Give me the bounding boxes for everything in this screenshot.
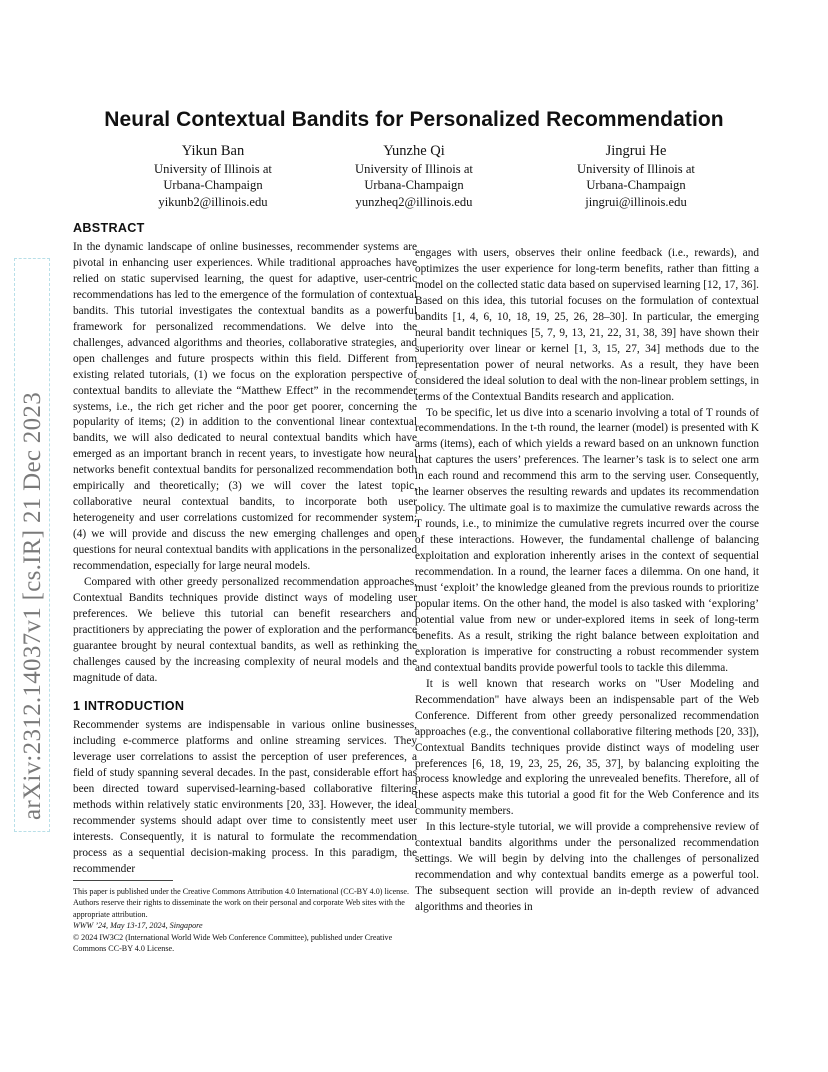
author-name: Yunzhe Qi — [383, 143, 445, 159]
abstract-heading: ABSTRACT — [73, 221, 145, 235]
license-note: This paper is published under the Creative Commons Attribution 4.0 International (CC-BY 4.0) license. Authors reserve their rights to disseminate the work on their personal and corporate Web sites with the appropriate attribution. — [73, 887, 409, 919]
body-paragraph: It is well known that research works on "User Modeling and Recommendation" have always been an indispensable part of the Web Conference. Different from other greedy personalized recommendation approaches (e.g., the conventional collaborative filtering methods [20, 33]), Contextual Bandits techniques provide distinct ways of modeling user preferences [6, 18, 19, 23, 25, 26, 35, 37], by balancing exploiting the process knowledge and exploring the unrevealed benefits. Therefore, all of these aspects make this tutorial a good fit for the Web Conference and its community members. — [415, 677, 759, 818]
author-affiliation: University of Illinois at — [577, 162, 695, 176]
abstract-paragraph: In the dynamic landscape of online businesses, recommender systems are pivotal in enhancing user experiences. While traditional approaches have relied on static supervised learning, the quest for adaptive, user-centric recommendations has led to the emergence of the formulation of contextual bandits. This tutorial investigates the contextual bandits as a powerful framework for personalized recommendations. We delve into the challenges, advanced algorithms and theories, collaborative strategies, and open challenges and future prospects within this field. Different from existing related tutorials, (1) we focus on the exploration perspective of contextual bandits to alleviate the “Matthew Effect” in the recommender systems, i.e., the rich get richer and the poor get poorer, concerning the popularity of items; (2) in addition to the conventional linear contextual bandits, we will also dedicated to neural contextual bandits which have emerged as an important branch in recent years, to investigate how neural networks benefit contextual bandits for personalized recommendation both empirically and theoretically; (3) we will cover the latest topic, collaborative neural contextual bandits, to incorporate both user heterogeneity and user correlations customized for recommender system; (4) we will provide and discuss the new emerging challenges and open questions for neural contextual bandits with applications in the personalized recommendation, especially for large neural models. — [73, 241, 417, 573]
body-paragraph: In this lecture-style tutorial, we will provide a comprehensive review of contextual bandits algorithms under the personalized recommendation settings. We will begin by delving into the challenges of personalized recommendation and why contextual bandits emerge as a powerful tool. The subsequent section will provide an in-depth review of advanced algorithms and theories in — [415, 821, 759, 914]
body-paragraph: To be specific, let us dive into a scenario involving a total of T rounds of recommendations. In the t-th round, the learner (model) is presented with K arms (items), each of which yields a reward based on an unknown function that captures the users’ preferences. The learner’s task is to select one arm in each round and recommend this arm to the serving user. Consequently, the learner observes the resulting rewards and updates its recommendation policy. The ultimate goal is to maximize the cumulative rewards across the T rounds, i.e., to minimize the cumulative regrets incurred over the course of these interactions. However, the fundamental challenge of balancing exploitation and exploration inherently arises in the context of sequential recommendation. In a round, the learner faces a dilemma. On one hand, it must ‘exploit’ the knowledge gleaned from the previous rounds to prioritize popular items. On the other hand, the model is also tasked with ‘exploring’ potential value from new or under-explored items in seek of long-term benefits. As a result, striking the right balance between exploitation and exploration is imperative for constructing a robust recommender system and contextual bandits provide powerful tools to tackle this dilemma. — [415, 406, 759, 674]
author-affiliation: University of Illinois at — [355, 162, 473, 176]
author-block — [98, 142, 328, 210]
author-affiliation: Urbana-Champaign — [364, 178, 464, 193]
author-block — [299, 142, 529, 210]
author-email: jingrui@illinois.edu — [585, 194, 687, 209]
introduction-section — [73, 698, 417, 878]
author-email: yikunb2@illinois.edu — [158, 194, 268, 209]
author-name: Yikun Ban — [181, 143, 245, 159]
arxiv-identifier: arXiv:2312.14037v1 [cs.IR] 21 Dec 2023 — [19, 392, 46, 820]
author-affiliation: Urbana-Champaign — [586, 178, 686, 193]
right-column — [415, 246, 759, 916]
footnote-rule — [73, 880, 173, 881]
author-block — [521, 142, 751, 210]
introduction-heading: 1 INTRODUCTION — [73, 699, 185, 713]
paper-title: Neural Contextual Bandits for Personalized Recommendation — [104, 108, 724, 131]
author-email: yunzheq2@illinois.edu — [355, 194, 473, 209]
body-paragraph: engages with users, observes their online feedback (i.e., rewards), and optimizes the user experience for long-term benefits, rather than fitting a model on the collected static data based on supervised learning [12, 17, 36]. Based on this idea, this tutorial focuses on the formulation of contextual bandits [1, 4, 6, 10, 18, 19, 25, 26, 28–30]. In particular, the emerging neural bandit techniques [5, 7, 9, 13, 21, 22, 31, 38, 39] have shown their superiority over linear or kernel [1, 3, 15, 27, 34] methods due to the representation power of neural networks. As a result, they have been considered the ideal solution to deal with the non-linear problem settings, in terms of the Contextual Bandits research and application. — [415, 247, 759, 403]
venue-note: WWW ’24, May 13-17, 2024, Singapore — [73, 921, 203, 931]
author-affiliation: University of Illinois at — [154, 162, 272, 176]
abstract-section — [73, 220, 417, 687]
author-affiliation: Urbana-Champaign — [163, 178, 263, 193]
abstract-paragraph: Compared with other greedy personalized recommendation approaches, Contextual Bandits techniques provide distinct ways of modeling user preferences. We believe this tutorial can benefit researchers and practitioners by appreciating the power of exploration and the performance guarantee brought by neural contextual bandits, as well as rethinking the challenges caused by the increasing complexity of neural models and the magnitude of data. — [73, 576, 417, 684]
body-paragraph: Recommender systems are indispensable in various online businesses, including e-commerce platforms and online streaming services. They leverage user correlations to assist the perception of user preferences, a field of study spanning several decades. In the past, considerable effort has been directed toward supervised-learning-based collaborative filtering methods within relatively static environments [20, 33]. However, the ideal recommender systems should adapt over time to consistently meet user interests. Consequently, it is natural to formulate the recommendation process as a sequential decision-making process. In this paradigm, the recommender — [73, 719, 417, 875]
copyright-note: © 2024 IW3C2 (International World Wide Web Conference Committee), published under Creative Commons CC-BY 4.0 License. — [73, 932, 393, 954]
author-name: Jingrui He — [605, 143, 667, 159]
footnote — [73, 880, 417, 954]
